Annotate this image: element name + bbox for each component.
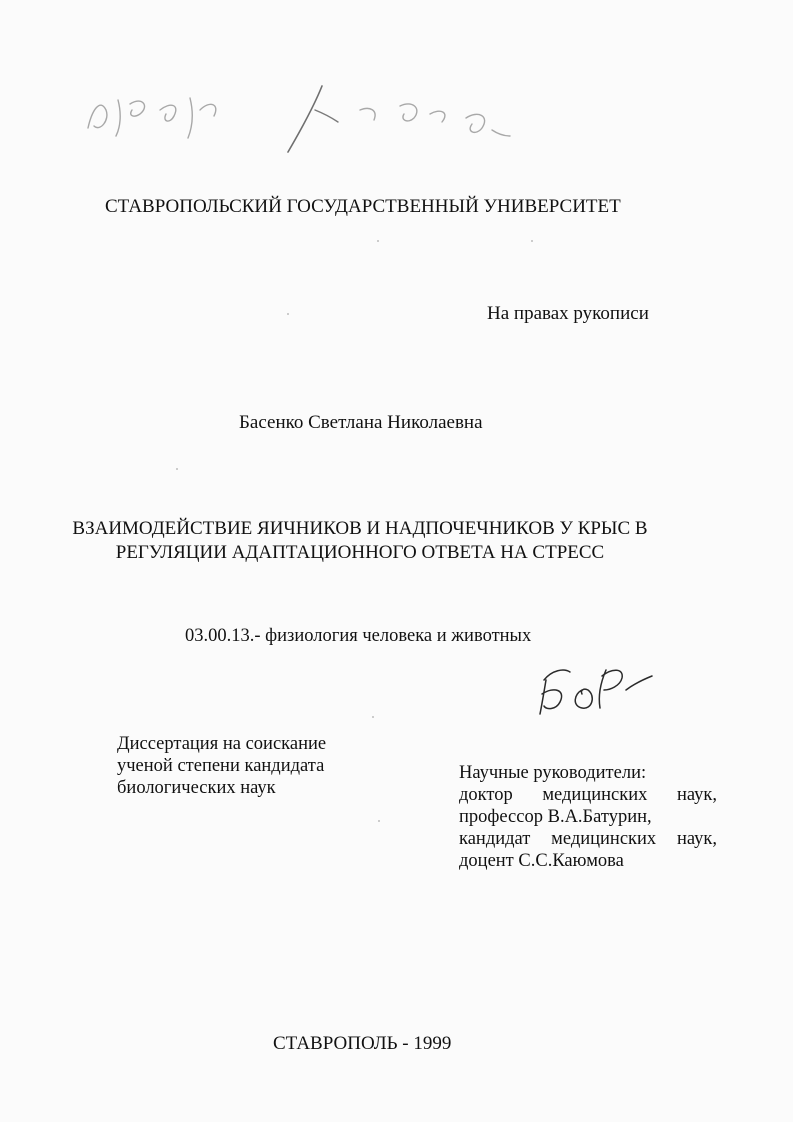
description-line: Диссертация на соискание <box>117 734 327 754</box>
scan-speck <box>372 716 374 718</box>
advisor-degree-line <box>459 784 717 806</box>
author-name: Басенко Светлана Николаевна <box>239 412 483 433</box>
scientific-advisors <box>459 762 717 872</box>
scan-speck <box>287 313 289 315</box>
advisor-word: медицинских <box>542 785 648 805</box>
scan-speck <box>531 240 533 242</box>
advisor-word: медицинских <box>551 829 657 849</box>
title-line: РЕГУЛЯЦИИ АДАПТАЦИОННОГО ОТВЕТА НА СТРЕСС <box>115 542 605 563</box>
scan-speck <box>377 240 379 242</box>
description-line: биологических наук <box>117 778 276 798</box>
advisor-degree-line <box>459 828 717 850</box>
dissertation-description <box>117 733 326 799</box>
specialty-code: 03.00.13.- физиология человека и животных <box>185 626 532 646</box>
advisor-name-line: профессор В.А.Батурин, <box>459 807 652 827</box>
dissertation-title <box>60 517 660 565</box>
university-name: СТАВРОПОЛЬСКИЙ ГОСУДАРСТВЕННЫЙ УНИВЕРСИТЕТ <box>105 196 621 217</box>
city-year: СТАВРОПОЛЬ - 1999 <box>273 1033 452 1054</box>
advisors-heading: Научные руководители: <box>459 763 647 783</box>
description-line: ученой степени кандидата <box>117 756 325 776</box>
title-line: ВЗАИМОДЕЙСТВИЕ ЯИЧНИКОВ И НАДПОЧЕЧНИКОВ У КРЫС В <box>72 518 648 539</box>
advisor-word: кандидат <box>459 829 531 849</box>
signature-mark <box>530 650 670 720</box>
advisor-word: доктор <box>459 785 513 805</box>
scan-speck <box>378 820 380 822</box>
manuscript-note: На правах рукописи <box>487 303 649 324</box>
advisor-word: наук, <box>676 829 717 849</box>
advisor-name-line: доцент С.С.Каюмова <box>459 851 624 871</box>
pencil-handwriting-mark <box>70 70 540 160</box>
scan-speck <box>176 468 178 470</box>
advisor-word: наук, <box>676 785 717 805</box>
